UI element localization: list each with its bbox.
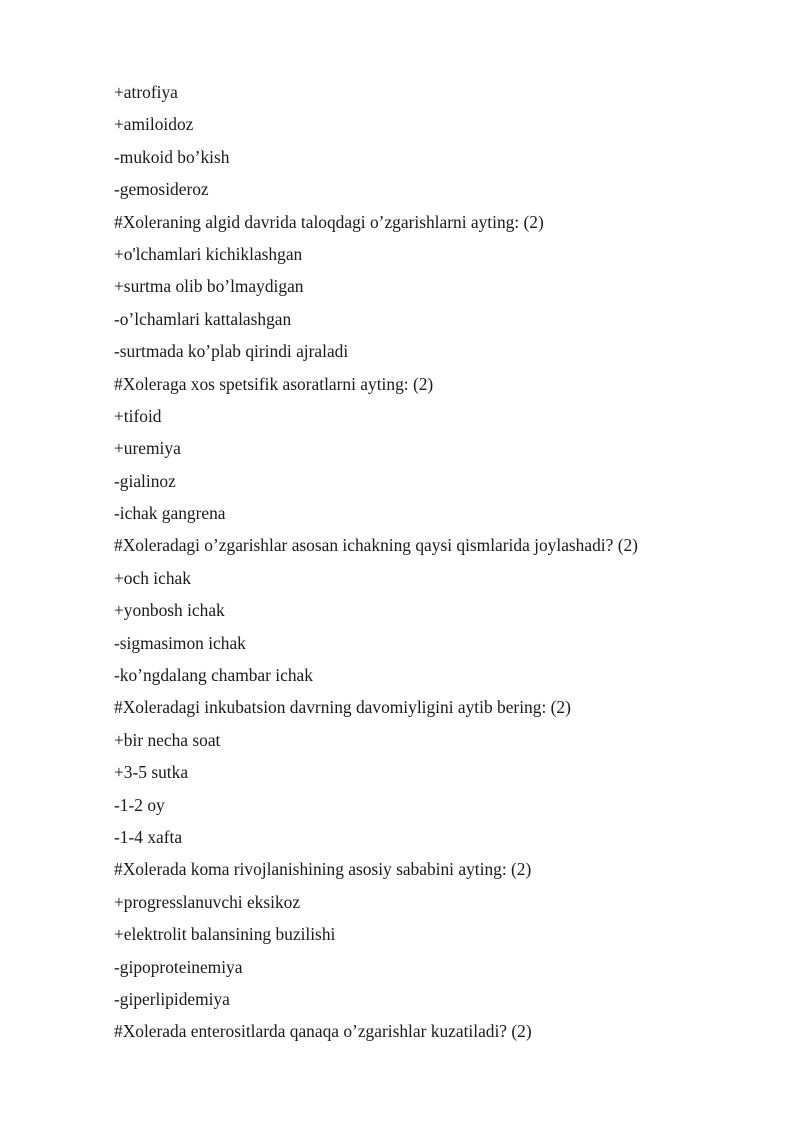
text-line: -ko’ngdalang chambar ichak [114, 665, 313, 686]
text-line: +surtma olib bo’lmaydigan [114, 276, 304, 297]
text-line: -sigmasimon ichak [114, 632, 246, 653]
question-line: #Xoleraga xos spetsifik asoratlarni ayting: (2) [114, 373, 434, 394]
question-line: #Xolerada koma rivojlanishining asosiy sababini ayting: (2) [114, 859, 532, 880]
text-line: +atrofiya [114, 82, 178, 102]
text-line: -surtmada ko’plab qirindi ajraladi [114, 341, 349, 362]
text-line: -1-2 oy [114, 794, 165, 815]
question-line: #Xolerada enterositlarda qanaqa o’zgarishlar kuzatiladi? (2) [114, 1021, 532, 1042]
text-line: -mukoid bo’kish [114, 146, 230, 167]
text-line: +elektrolit balansining buzilishi [114, 924, 336, 945]
text-line: +o'lchamlari kichiklashgan [114, 243, 303, 264]
text-line: +och ichak [114, 567, 191, 588]
text-line: -gipoproteinemiya [114, 956, 243, 977]
text-line: +yonbosh ichak [114, 600, 225, 621]
text-line: +bir necha soat [114, 729, 221, 750]
question-line: #Xoleraning algid davrida taloqdagi o’zgarishlarni ayting: (2) [114, 211, 544, 232]
text-line: +tifoid [114, 405, 162, 426]
text-line: -o’lchamlari kattalashgan [114, 308, 292, 329]
text-line: +progresslanuvchi eksikoz [114, 891, 301, 912]
text-lines [114, 76, 638, 1048]
question-line: #Xoleradagi o’zgarishlar asosan ichakning qaysi qismlarida joylashadi? (2) [114, 535, 638, 556]
text-line: -1-4 xafta [114, 826, 183, 847]
text-line: -gialinoz [114, 470, 176, 491]
text-line: +amiloidoz [114, 114, 194, 135]
text-line: +3-5 sutka [114, 762, 189, 783]
text-line: -giperlipidemiya [114, 988, 230, 1009]
text-line: +uremiya [114, 438, 181, 459]
question-line: #Xoleradagi inkubatsion davrning davomiyligini aytib bering: (2) [114, 697, 571, 718]
text-line: -ichak gangrena [114, 503, 226, 524]
text-line: -gemosideroz [114, 179, 209, 200]
